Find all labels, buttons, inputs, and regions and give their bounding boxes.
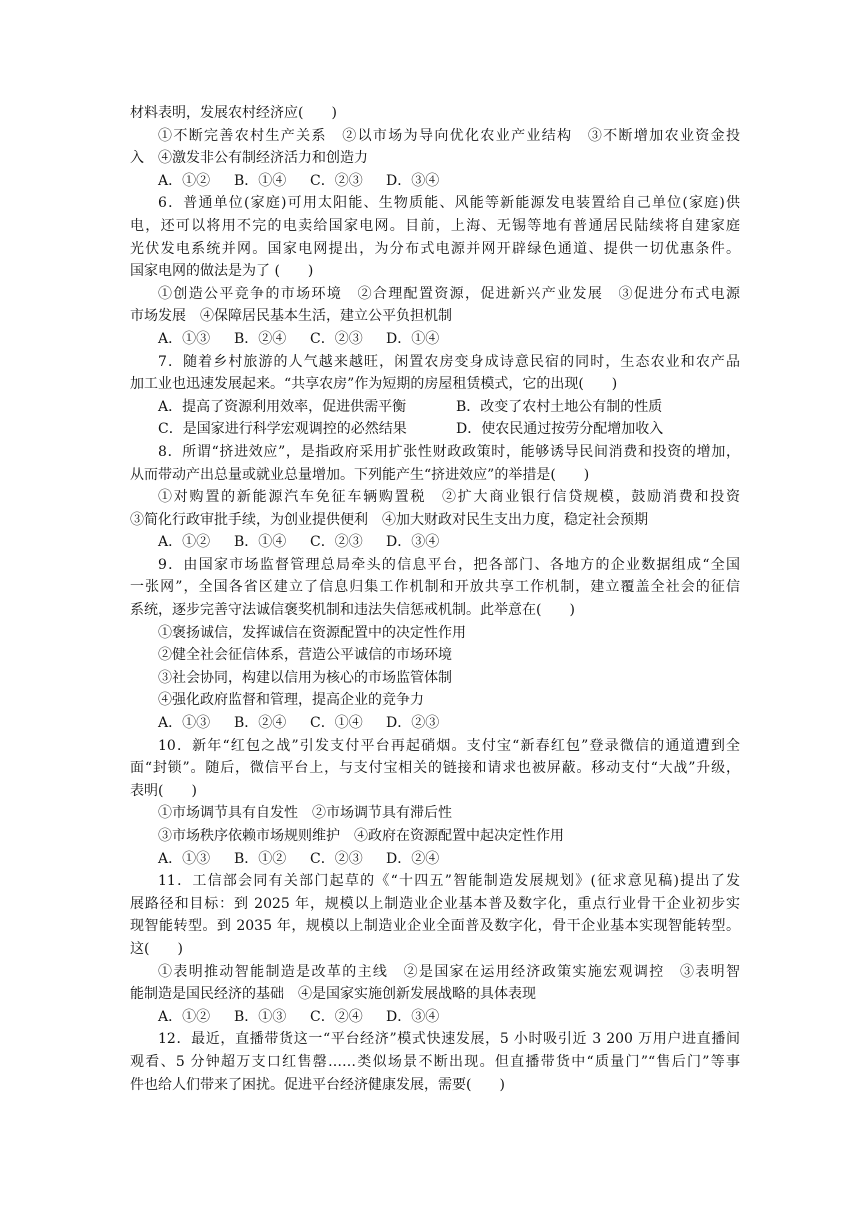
- text-line: 国家电网的做法是为了 ( ): [130, 263, 314, 280]
- text-line: 这( ): [130, 940, 183, 957]
- text-line: 入 ④激发非公有制经济活力和创造力: [130, 150, 368, 167]
- text-line: 件也给人们带来了困扰。促进平台经济健康发展，需要( ): [130, 1076, 505, 1093]
- answer-option: B．①④: [234, 172, 287, 189]
- text-line: 6．普通单位(家庭)可用太阳能、生物质能、风能等新能源发电装置给自己单位(家庭)供: [158, 195, 740, 212]
- answer-options: [130, 531, 740, 554]
- document-page: [130, 102, 740, 1096]
- text-line: 观看、5 分钟超万支口红售罄……类似场景不断出现。但直播带货中“质量门”“售后门”等事: [130, 1053, 740, 1070]
- text-line: 系统，逐步完善守法诚信褒奖机制和违法失信惩戒机制。此举意在( ): [130, 602, 575, 619]
- answer-options: [130, 396, 740, 419]
- text-line: ①创造公平竞争的市场环境 ②合理配置资源，促进新兴产业发展 ③促进分布式电源: [158, 285, 740, 302]
- answer-options: [130, 328, 740, 351]
- text-line: ①表明推动智能制造是改革的主线 ②是国家在运用经济政策实施宏观调控 ③表明智: [158, 963, 740, 980]
- answer-options: [130, 170, 740, 193]
- answer-option: C．②③: [310, 850, 363, 867]
- answer-options: [130, 848, 740, 871]
- text-line: ③简化行政审批手续，为创业提供便利 ④加大财政对民生支出力度，稳定社会预期: [130, 511, 648, 528]
- answer-option: B．①③: [234, 1008, 287, 1025]
- text-line: 11．工信部会同有关部门起草的《“十四五”智能制造发展规划》(征求意见稿)提出了发: [158, 873, 740, 890]
- answer-options: [130, 712, 740, 735]
- answer-option: C．①④: [310, 715, 363, 732]
- answer-option: A．①③: [158, 330, 211, 347]
- answer-option: B．①②: [234, 850, 287, 867]
- text-line: 市场发展 ④保障居民基本生活，建立公平负担机制: [130, 308, 452, 325]
- text-line: ③社会协同，构建以信用为核心的市场监管体制: [158, 669, 452, 686]
- answer-option: A．提高了资源利用效率，促进供需平衡: [158, 398, 407, 415]
- answer-option: A．①③: [158, 715, 211, 732]
- text-line: 10．新年“红包之战”引发支付平台再起硝烟。支付宝“新春红包”登录微信的通道遭到全: [158, 737, 740, 754]
- answer-option: D．②③: [386, 715, 440, 732]
- answer-option: A．①②: [158, 1008, 211, 1025]
- answer-options: [130, 1006, 740, 1029]
- answer-option: B．②④: [234, 715, 287, 732]
- answer-option: A．①②: [158, 534, 211, 551]
- answer-option: B．①④: [234, 534, 287, 551]
- text-line: 12．最近，直播带货这一“平台经济”模式快速发展，5 小时吸引近 3 200 万用户进直播间: [158, 1031, 740, 1048]
- text-line: ③市场秩序依赖市场规则维护 ④政府在资源配置中起决定性作用: [158, 828, 564, 844]
- text-line: 8．所谓“挤进效应”，是指政府采用扩张性财政政策时，能够诱导民间消费和投资的增加，: [158, 443, 740, 460]
- answer-options: [130, 418, 740, 441]
- answer-option: B．②④: [234, 330, 287, 347]
- text-line: 表明( ): [130, 782, 197, 799]
- text-line: ①市场调节具有自发性 ②市场调节具有滞后性: [158, 805, 452, 822]
- answer-option: D．③④: [386, 534, 440, 551]
- text-line: 面“封锁”。随后，微信平台上，与支付宝相关的链接和请求也被屏蔽。移动支付“大战”升级，: [130, 760, 740, 777]
- text-line: ①对购置的新能源汽车免征车辆购置税 ②扩大商业银行信贷规模，鼓励消费和投资: [158, 489, 740, 506]
- text-line: 一张网”，全国各省区建立了信息归集工作机制和开放共享工作机制，建立覆盖全社会的征信: [130, 579, 740, 596]
- text-line: 光伏发电系统并网。国家电网提出，为分布式电源并网开辟绿色通道、提供一切优惠条件。: [130, 240, 740, 257]
- answer-option: D．③④: [386, 1008, 440, 1025]
- text-line: ④强化政府监督和管理，提高企业的竞争力: [158, 692, 424, 709]
- text-line: 展路径和目标：到 2025 年，规模以上制造业企业基本普及数字化，重点行业骨干企业初步实: [130, 895, 740, 912]
- answer-option: C．②③: [310, 534, 363, 551]
- answer-option: D．①④: [386, 330, 440, 347]
- text-line: 从而带动产出总量或就业总量增加。下列能产生“挤进效应”的举措是( ): [130, 466, 590, 483]
- answer-option: B．改变了农村土地公有制的性质: [456, 398, 663, 415]
- text-line: 能制造是国民经济的基础 ④是国家实施创新发展战略的具体表现: [130, 986, 536, 1003]
- answer-option: C．是国家进行科学宏观调控的必然结果: [158, 421, 407, 438]
- text-line: ①不断完善农村生产关系 ②以市场为导向优化农业产业结构 ③不断增加农业资金投: [158, 127, 740, 144]
- answer-option: D．②④: [386, 850, 440, 867]
- text-line: ②健全社会征信体系，营造公平诚信的市场环境: [158, 647, 452, 664]
- answer-option: D．③④: [386, 172, 440, 189]
- text-line: ①褒扬诚信，发挥诚信在资源配置中的决定性作用: [158, 624, 466, 641]
- text-line: 加工业也迅速发展起来。“共享农房”作为短期的房屋租赁模式，它的出现( ): [130, 376, 618, 393]
- answer-option: A．①②: [158, 172, 211, 189]
- answer-option: C．②③: [310, 330, 363, 347]
- text-line: 7．随着乡村旅游的人气越来越旺，闲置农房变身成诗意民宿的同时，生态农业和农产品: [158, 353, 740, 370]
- answer-option: A．①③: [158, 850, 211, 867]
- text-line: 电，还可以将用不完的电卖给国家电网。目前，上海、无锡等地有普通居民陆续将自建家庭: [130, 217, 740, 234]
- answer-option: D．使农民通过按劳分配增加收入: [456, 421, 664, 438]
- answer-option: C．②④: [310, 1008, 363, 1025]
- text-line: 现智能转型。到 2035 年，规模以上制造业企业全面普及数字化，骨干企业基本实现智能转型。: [130, 918, 740, 935]
- answer-option: C．②③: [310, 172, 363, 189]
- text-line: 材料表明，发展农村经济应( ): [130, 105, 337, 121]
- text-line: 9．由国家市场监督管理总局牵头的信息平台，把各部门、各地方的企业数据组成“全国: [158, 556, 740, 573]
